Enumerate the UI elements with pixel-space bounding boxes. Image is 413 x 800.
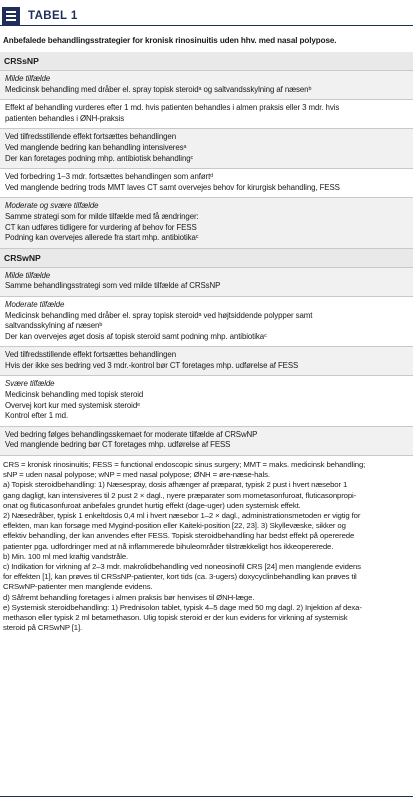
row-text: patienten behandles i ØNH-praksis <box>5 113 125 123</box>
table-row <box>0 297 413 347</box>
row-text: Der kan overvejes øget dosis af topisk steroid samt podning mhp. antibiotikaᶜ <box>5 331 267 341</box>
row-text: Ved tilfredsstillende effekt fortsættes behandlingen <box>5 350 176 360</box>
row-text: Medicinsk behandling med topisk steroid <box>5 390 144 400</box>
footnote-line: b) Min. 100 ml med kraftig vandstråle. <box>3 551 129 561</box>
row-subheading: Moderate tilfælde <box>5 299 65 309</box>
footnote-line: for effekten [1], kan prøves til CRSsNP-patienter, kort tids (ca. 3-ugers) doxycyclinbehandling kan prøves til <box>3 572 357 582</box>
footnote-line: steroid på CRSwNP [1]. <box>3 623 83 633</box>
row-text: Der kan foretages podning mhp. antibiotisk behandlingᶜ <box>5 153 194 163</box>
table-header <box>0 6 413 26</box>
table-row <box>0 198 413 248</box>
table-list-icon <box>2 7 20 25</box>
footnote-line: effektiv behandling, der kan anvendes efter FESS. Topisk steroidbehandling har bedst effekt på opererede <box>3 531 355 541</box>
row-subheading: Moderate og svære tilfælde <box>5 201 99 211</box>
section-heading: CRSsNP <box>0 52 413 70</box>
row-subheading: Svære tilfælde <box>5 379 55 389</box>
footnote-line: a) Topisk steroidbehandling: 1) Næsespray, dosis afhænger af præparat, typisk 2 pust i hvert næsebor 1 <box>3 480 348 490</box>
bottom-divider <box>0 796 413 797</box>
table-row <box>0 427 413 456</box>
row-text: Hvis der ikke ses bedring ved 3 mdr.-kontrol bør CT foretages mhp. udførelse af FESS <box>5 360 299 370</box>
footnote-line: 2) Næsedråber, typisk 1 enkeltdosis 0,4 ml i hvert næsebor 1–2 × dagl., administrationsmetoden er vigtig for <box>3 511 361 521</box>
row-text: Medicinsk behandling med dråber el. spray topisk steroidᵃ ved højtsiddende polypper samt <box>5 310 313 320</box>
table-title: TABEL 1 <box>28 9 78 22</box>
row-text: Samme strategi som for milde tilfælde med få ændringer: <box>5 211 199 221</box>
table-row <box>0 376 413 426</box>
row-text: Samme behandlingsstrategi som ved milde tilfælde af CRSsNP <box>5 281 221 291</box>
row-subheading: Milde tilfælde <box>5 270 51 280</box>
row-text: Medicinsk behandling med dråber el. spray topisk steroidᵃ og saltvandsskylning af næsenᵇ <box>5 84 312 94</box>
footnote-line: d) Såfremt behandling foretages i almen praksis bør henvises til ØNH-læge. <box>3 592 255 602</box>
row-text: Podning kan overvejes allerede fra start mhp. antibiotikaᶜ <box>5 233 199 243</box>
section-heading: CRSwNP <box>0 249 413 267</box>
row-text: Ved manglende bedring kan behandling intensiveresᵃ <box>5 142 187 152</box>
footnote-line: CRSwNP-patienter men manglende evidens. <box>3 582 153 592</box>
table-caption: Anbefalede behandlingsstrategier for kronisk rinosinuitis uden hhv. med nasal polypose. <box>3 36 337 45</box>
row-text: Ved bedring følges behandlingsskemaet for moderate tilfælde af CRSwNP <box>5 429 258 439</box>
footnote-line: patienter pga. udfordringer med at nå inflammerede bihuleområder tilstrækkeligt hos ikkeopererede. <box>3 541 334 551</box>
row-text: Ved tilfredsstillende effekt fortsættes behandlingen <box>5 132 176 142</box>
footnote-line: gang dagligt, kan intensiveres til 2 pust 2 × dagl., nyere præparater som mometasonfuroat, fluticasonpropi- <box>3 490 357 500</box>
footnote-line: onat og fluticasonfuroat anbefales grundet hurtig effekt (dage-uger) uden systemisk effekt. <box>3 500 301 510</box>
row-text: Ved manglende bedring bør CT foretages mhp. udførelse af FESS <box>5 440 231 450</box>
row-subheading: Milde tilfælde <box>5 74 51 83</box>
table-row <box>0 347 413 376</box>
table-row <box>0 267 413 297</box>
footnote-line: e) Systemisk steroidbehandling: 1) Prednisolon tablet, typisk 4–5 dage med 50 mg dagl. 2) Injektion af dexa- <box>3 602 362 612</box>
table-row <box>0 100 413 129</box>
table-row <box>0 70 413 100</box>
row-text: Ved forbedring 1–3 mdr. fortsættes behandlingen som anførtᵈ <box>5 172 214 182</box>
row-text: Effekt af behandling vurderes efter 1 md. hvis patienten behandles i almen praksis eller 3 mdr. hvis <box>5 103 340 113</box>
footnote-line: c) Indikation for virkning af 2–3 mdr. makrolidbehandling ved noneosinofil CRS [24] men manglende evidens <box>3 562 361 572</box>
footnote-line: methason eller typisk 2 ml betamethason. Ulig topisk steroid er der kun evidens for virkning af systemisk <box>3 613 348 623</box>
footnote-line: effekten, man kan forsøge med Mygind-position eller Kaiteki-position [22, 23]. 3) Skyllevæske, sikker og <box>3 521 346 531</box>
table-row <box>0 169 413 198</box>
row-text: Overvej kort kur med systemisk steroidᵉ <box>5 400 140 410</box>
treatment-table <box>0 52 413 456</box>
row-text: Ved manglende bedring trods MMT laves CT samt overvejes behov for kirurgisk behandling, FESS <box>5 182 340 192</box>
table-row <box>0 129 413 169</box>
abbreviation-line: CRS = kronisk rinosinuitis; FESS = functional endoscopic sinus surgery; MMT = maks. medicinsk behandling; <box>3 460 366 470</box>
row-text: CT kan udføres tidligere for vurdering af behov for FESS <box>5 222 197 232</box>
row-text: saltvandsskylning af næsenᵇ <box>5 321 103 331</box>
abbreviation-line: sNP = uden nasal polypose; wNP = med nasal polypose; ØNH = øre-næse-hals. <box>3 470 270 480</box>
table-notes <box>0 456 413 633</box>
row-text: Kontrol efter 1 md. <box>5 411 69 421</box>
